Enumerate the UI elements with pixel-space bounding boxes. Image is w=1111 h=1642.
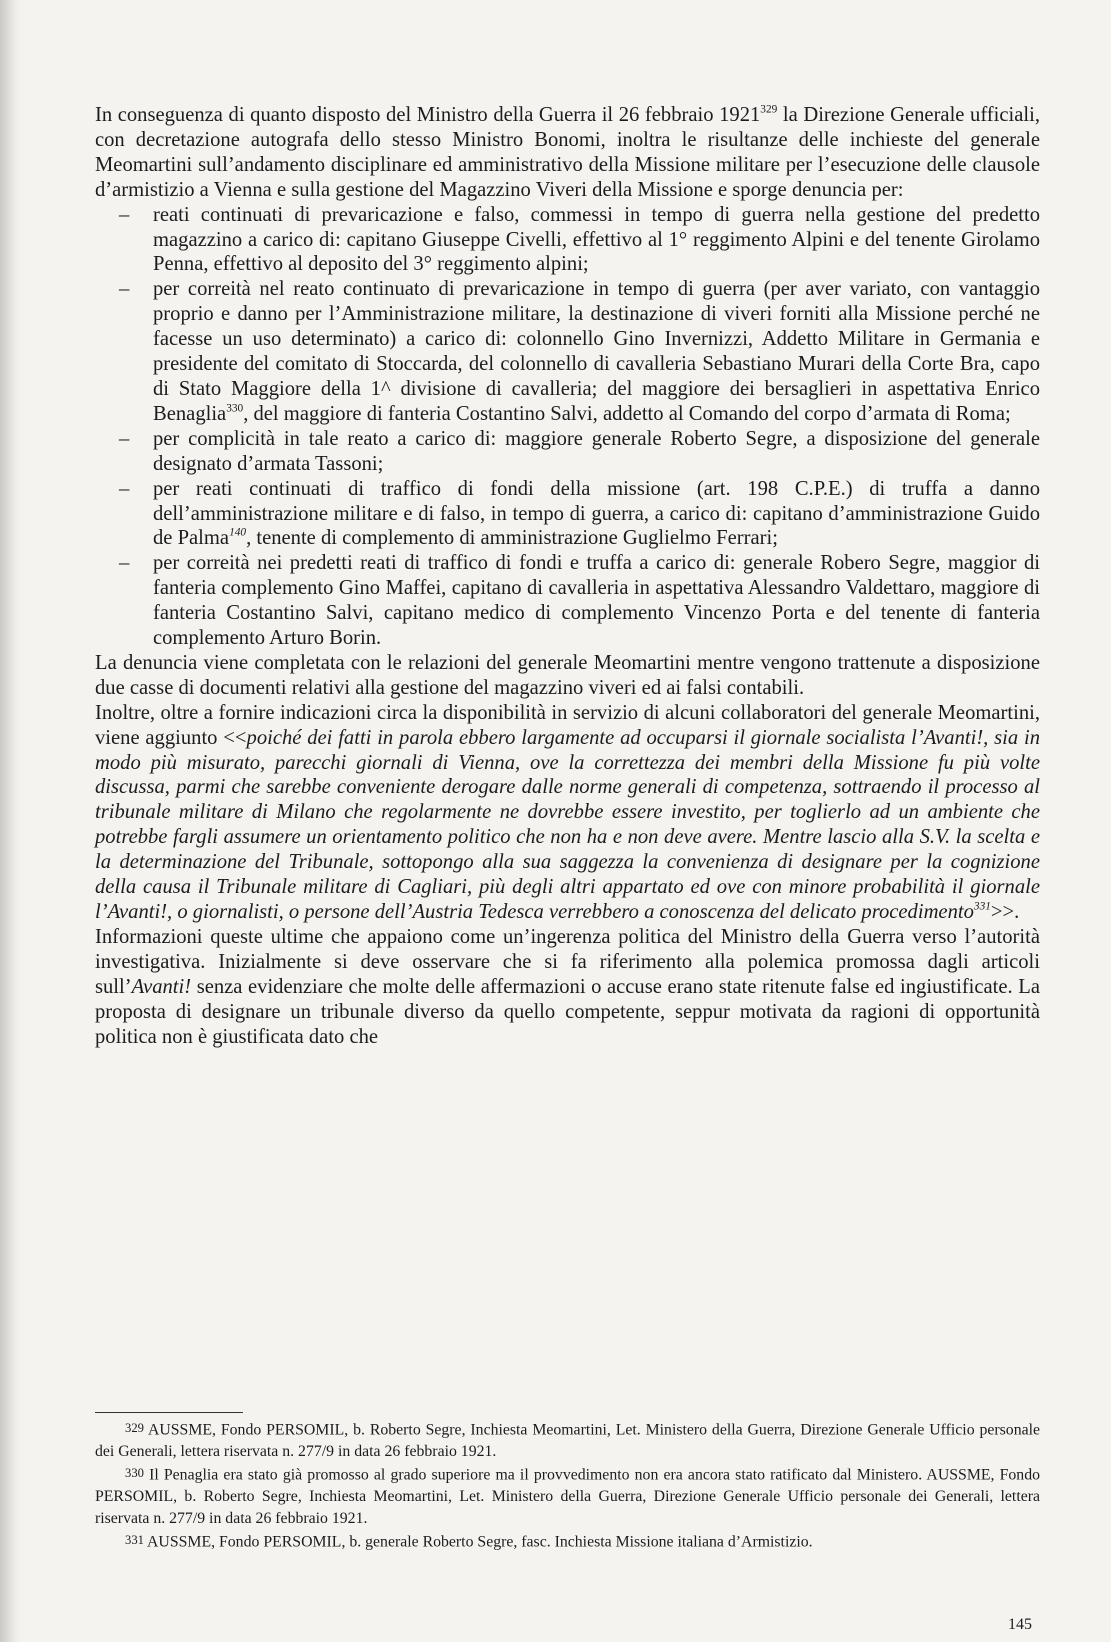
- paragraph-4: Informazioni queste ultime che appaiono come un’ingerenza politica del Ministro della Guerra verso l’autorità investigativa. Inizialmente si deve osservare che si fa riferimento alla polemica promossa dagli articoli sull’Avanti! senza evidenziare che molte delle affermazioni o accuse erano state ritenute false ed ingiustificate. La proposta di designare un tribunale diverso da quello competente, seppur motivata da ragioni di opportunità politica non è giustificata dato che: [95, 925, 1040, 1048]
- page-number: 145: [1008, 1616, 1032, 1633]
- list-item: – per complicità in tale reato a carico di: maggiore generale Roberto Segre, a disposizione del generale designato d’armata Tassoni;: [95, 427, 1040, 477]
- footnote-331: 331 AUSSME, Fondo PERSOMIL, b. generale Roberto Segre, fasc. Inchiesta Missione italiana d’Armistizio.: [125, 1533, 813, 1551]
- paragraph-1: In conseguenza di quanto disposto del Ministro della Guerra il 26 febbraio 1921$^{329}$ la Direzione Generale ufficiali, con decretazione autografa dello stesso Ministro Bonomi, inoltra le risultanze delle inchieste del generale Meomartini sull’andamento disciplinare ed amministrativo della Missione militare per l’esecuzione delle clausole d’armistizio a Vienna e sulla gestione del Magazzino Viveri della Missione e sporge denuncia per:: [95, 103, 1040, 201]
- list-item: – reati continuati di prevaricazione e falso, commessi in tempo di guerra nella gestione del predetto magazzino a carico di: capitano Giuseppe Civelli, effettivo al 1° reggimento Alpini e del tenente Girolamo Penna, effettivo al deposito del 3° reggimento alpini;: [95, 203, 1040, 278]
- list-item: – per correità nel reato continuato di prevaricazione in tempo di guerra (per aver variato, con vantaggio proprio e danno per l’Amministrazione militare, la destinazione di viveri forniti alla Missione perché ne facesse un uso determinato) a carico di: colonnello Gino Invernizzi, Addetto Militare in Germania e presidente del comitato di Stoccarda, del colonnello di cavalleria Sebastiano Murari della Corte Bra, capo di Stato Maggiore della 1^ divisione di cavalleria; del maggiore dei bersaglieri in aspettativa Enrico Benaglia$^{330}$, del maggiore di fanteria Costantino Salvi, addetto al Comando del corpo d’armata di Roma;: [95, 277, 1040, 426]
- footnote-ref-330: 330: [226, 402, 244, 415]
- body-text: [95, 103, 1040, 1049]
- footnote-ref-140: 140: [229, 526, 247, 539]
- list-item: – per correità nei predetti reati di traffico di fondi e truffa a carico di: generale Robero Segre, maggior di fanteria complemento Gino Maffei, capitano di cavalleria in aspettativa Alessandro Valdettaro, maggiore di fanteria Costantino Salvi, capitano medico di complemento Vincenzo Porta e del tenente di fanteria complemento Arturo Borin.: [95, 551, 1040, 651]
- footnote-329: 329 AUSSME, Fondo PERSOMIL, b. Roberto Segre, Inchiesta Meomartini, Let. Ministero della Guerra, Direzione Generale Ufficio personale dei Generali, lettera riservata n. 277/9 in data 26 febbraio 1921.: [95, 1421, 1040, 1461]
- footnote-330: 330 Il Penaglia era stato già promosso al grado superiore ma il provvedimento non era ancora stato ratificato dal Ministero. AUSSME, Fondo PERSOMIL, b. Roberto Segre, Inchiesta Meomartini, Let. Ministero della Guerra, Direzione Generale Ufficio personale dei Generali, lettera riservata n. 277/9 in data 26 febbraio 1921.: [95, 1466, 1040, 1528]
- charges-list: [95, 203, 1040, 651]
- footnotes: [95, 1418, 1040, 1553]
- paragraph-2: La denuncia viene completata con le relazioni del generale Meomartini mentre vengono trattenute a disposizione due casse di documenti relativi alla gestione del magazzino viveri ed ai falsi contabili.: [95, 651, 1040, 699]
- page-edge-shadow: [0, 0, 22, 1642]
- list-item: – per reati continuati di traffico di fondi della missione (art. 198 C.P.E.) di truffa a danno dell’amministrazione militare e di falso, in tempo di guerra, a carico di: capitano d’amministrazione Guido de Palma$^{140}$, tenente di complemento di amministrazione Guglielmo Ferrari;: [95, 477, 1040, 552]
- footnote-ref-329: 329: [760, 103, 778, 116]
- quoted-letter: poiché dei fatti in parola ebbero largamente ad occuparsi il giornale socialista l’Avanti!, sia in modo più misurato, parecchi giornali di Vienna, ove la correttezza dei membri della Missione fu più volte discussa, parmi che sarebbe conveniente derogare dalle norme generali di competenza, sottraendo il processo al tribunale militare di Milano che regolarmente ne dovrebbe essere investito, per toglierlo ad un ambiente che potrebbe fargli assumere un orientamento politico che non ha e non deve avere. Mentre lascio alla S.V. la scelta e la determinazione del Tribunale, sottopongo alla sua saggezza la convenienza di designare per la cognizione della causa il Tribunale militare di Cagliari, più degli altri appartato ed ove con minore probabilità il giornale l’Avanti!, o giornalisti, o persone dell’Austria Tedesca verrebbero a conoscenza del delicato procedimento: [95, 726, 1040, 923]
- footnote-divider: [95, 1412, 243, 1413]
- paragraph-3: Inoltre, oltre a fornire indicazioni circa la disponibilità in servizio di alcuni collaboratori del generale Meomartini, viene aggiunto <<poiché dei fatti in parola ebbero largamente ad occuparsi il giornale socialista l’Avanti!, sia in modo più misurato, parecchi giornali di Vienna, ove la correttezza dei membri della Missione fu più volte discussa, parmi che sarebbe conveniente derogare dalle norme generali di competenza, sottraendo il processo al tribunale militare di Milano che regolarmente ne dovrebbe essere investito, per toglierlo ad un ambiente che potrebbe fargli assumere un orientamento politico che non ha e non deve avere. Mentre lascio alla S.V. la scelta e la determinazione del Tribunale, sottopongo alla sua saggezza la convenienza di designare per la cognizione della causa il Tribunale militare di Cagliari, più degli altri appartato ed ove con minore probabilità il giornale l’Avanti!, o giornalisti, o persone dell’Austria Tedesca verrebbero a conoscenza del delicato procedimento$^{331}$>>.: [95, 701, 1040, 923]
- footnote-ref-331: 331: [973, 900, 991, 913]
